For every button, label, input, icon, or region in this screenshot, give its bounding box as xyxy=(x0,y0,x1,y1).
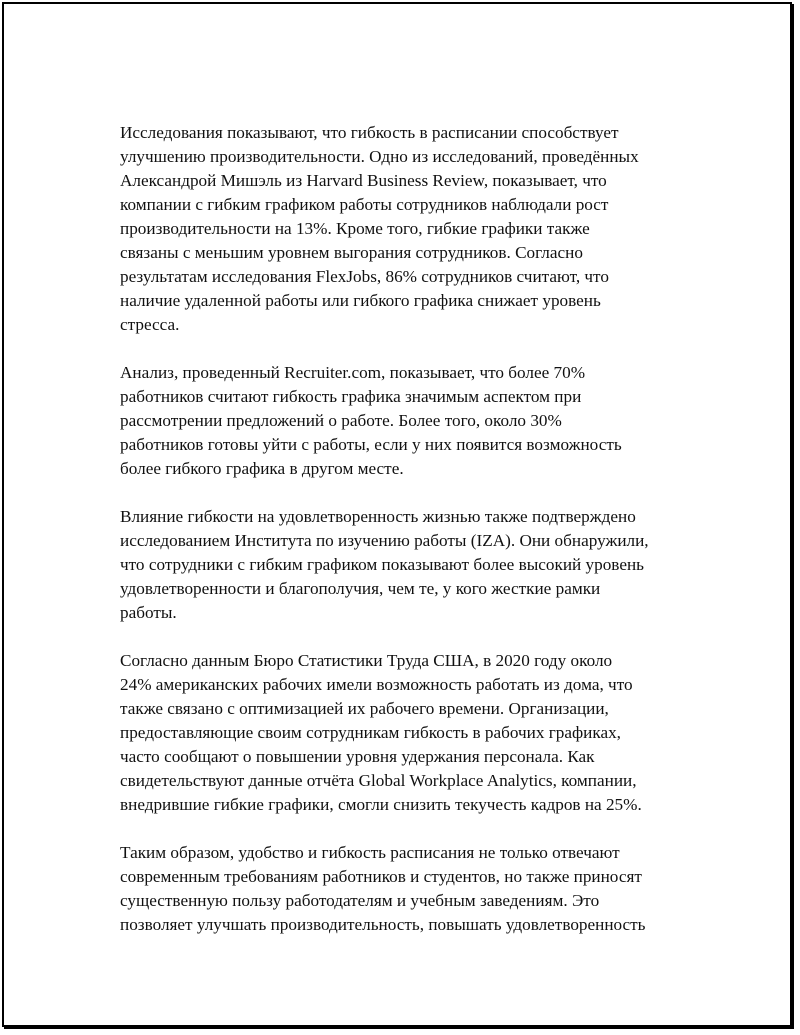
paragraph-1: Исследования показывают, что гибкость в расписании способствует улучшению производительности. Одно из исследований, проведённых Александрой Мишэль из Harvard Business Review, показывает, что компании с гибким графиком работы сотрудников наблюдали рост производительности на 13%. Кроме того, гибкие графики также связаны с меньшим уровнем выгорания сотрудников. Согласно результатам исследования FlexJobs, 86% сотрудников считают, что наличие удаленной работы или гибкого графика снижает уровень стресса. xyxy=(120,123,639,334)
paragraph-5: Таким образом, удобство и гибкость расписания не только отвечают современным требованиям работников и студентов, но также приносят существенную пользу работодателям и учебным заведениям. Это позволяет улучшать производительность, повышать удовлетворенность xyxy=(120,843,646,934)
document-body xyxy=(120,121,695,961)
paragraph-3: Влияние гибкости на удовлетворенность жизнью также подтверждено исследованием Института по изучению работы (IZA). Они обнаружили, что сотрудники с гибким графиком показывают более высокий уровень удовлетворенности и благополучия, чем те, у кого жесткие рамки работы. xyxy=(120,507,649,622)
paragraph-4: Согласно данным Бюро Статистики Труда США, в 2020 году около 24% американских рабочих имели возможность работать из дома, что также связано с оптимизацией их рабочего времени. Организации, предоставляющие своим сотрудникам гибкость в рабочих графиках, часто сообщают о повышении уровня удержания персонала. Как свидетельствуют данные отчёта Global Workplace Analytics, компании, внедрившие гибкие графики, смогли снизить текучесть кадров на 25%. xyxy=(120,651,642,814)
document-page xyxy=(2,2,792,1027)
paragraph-2: Анализ, проведенный Recruiter.com, показывает, что более 70% работников считают гибкость графика значимым аспектом при рассмотрении предложений о работе. Более того, около 30% работников готовы уйти с работы, если у них появится возможность более гибкого графика в другом месте. xyxy=(120,363,622,478)
